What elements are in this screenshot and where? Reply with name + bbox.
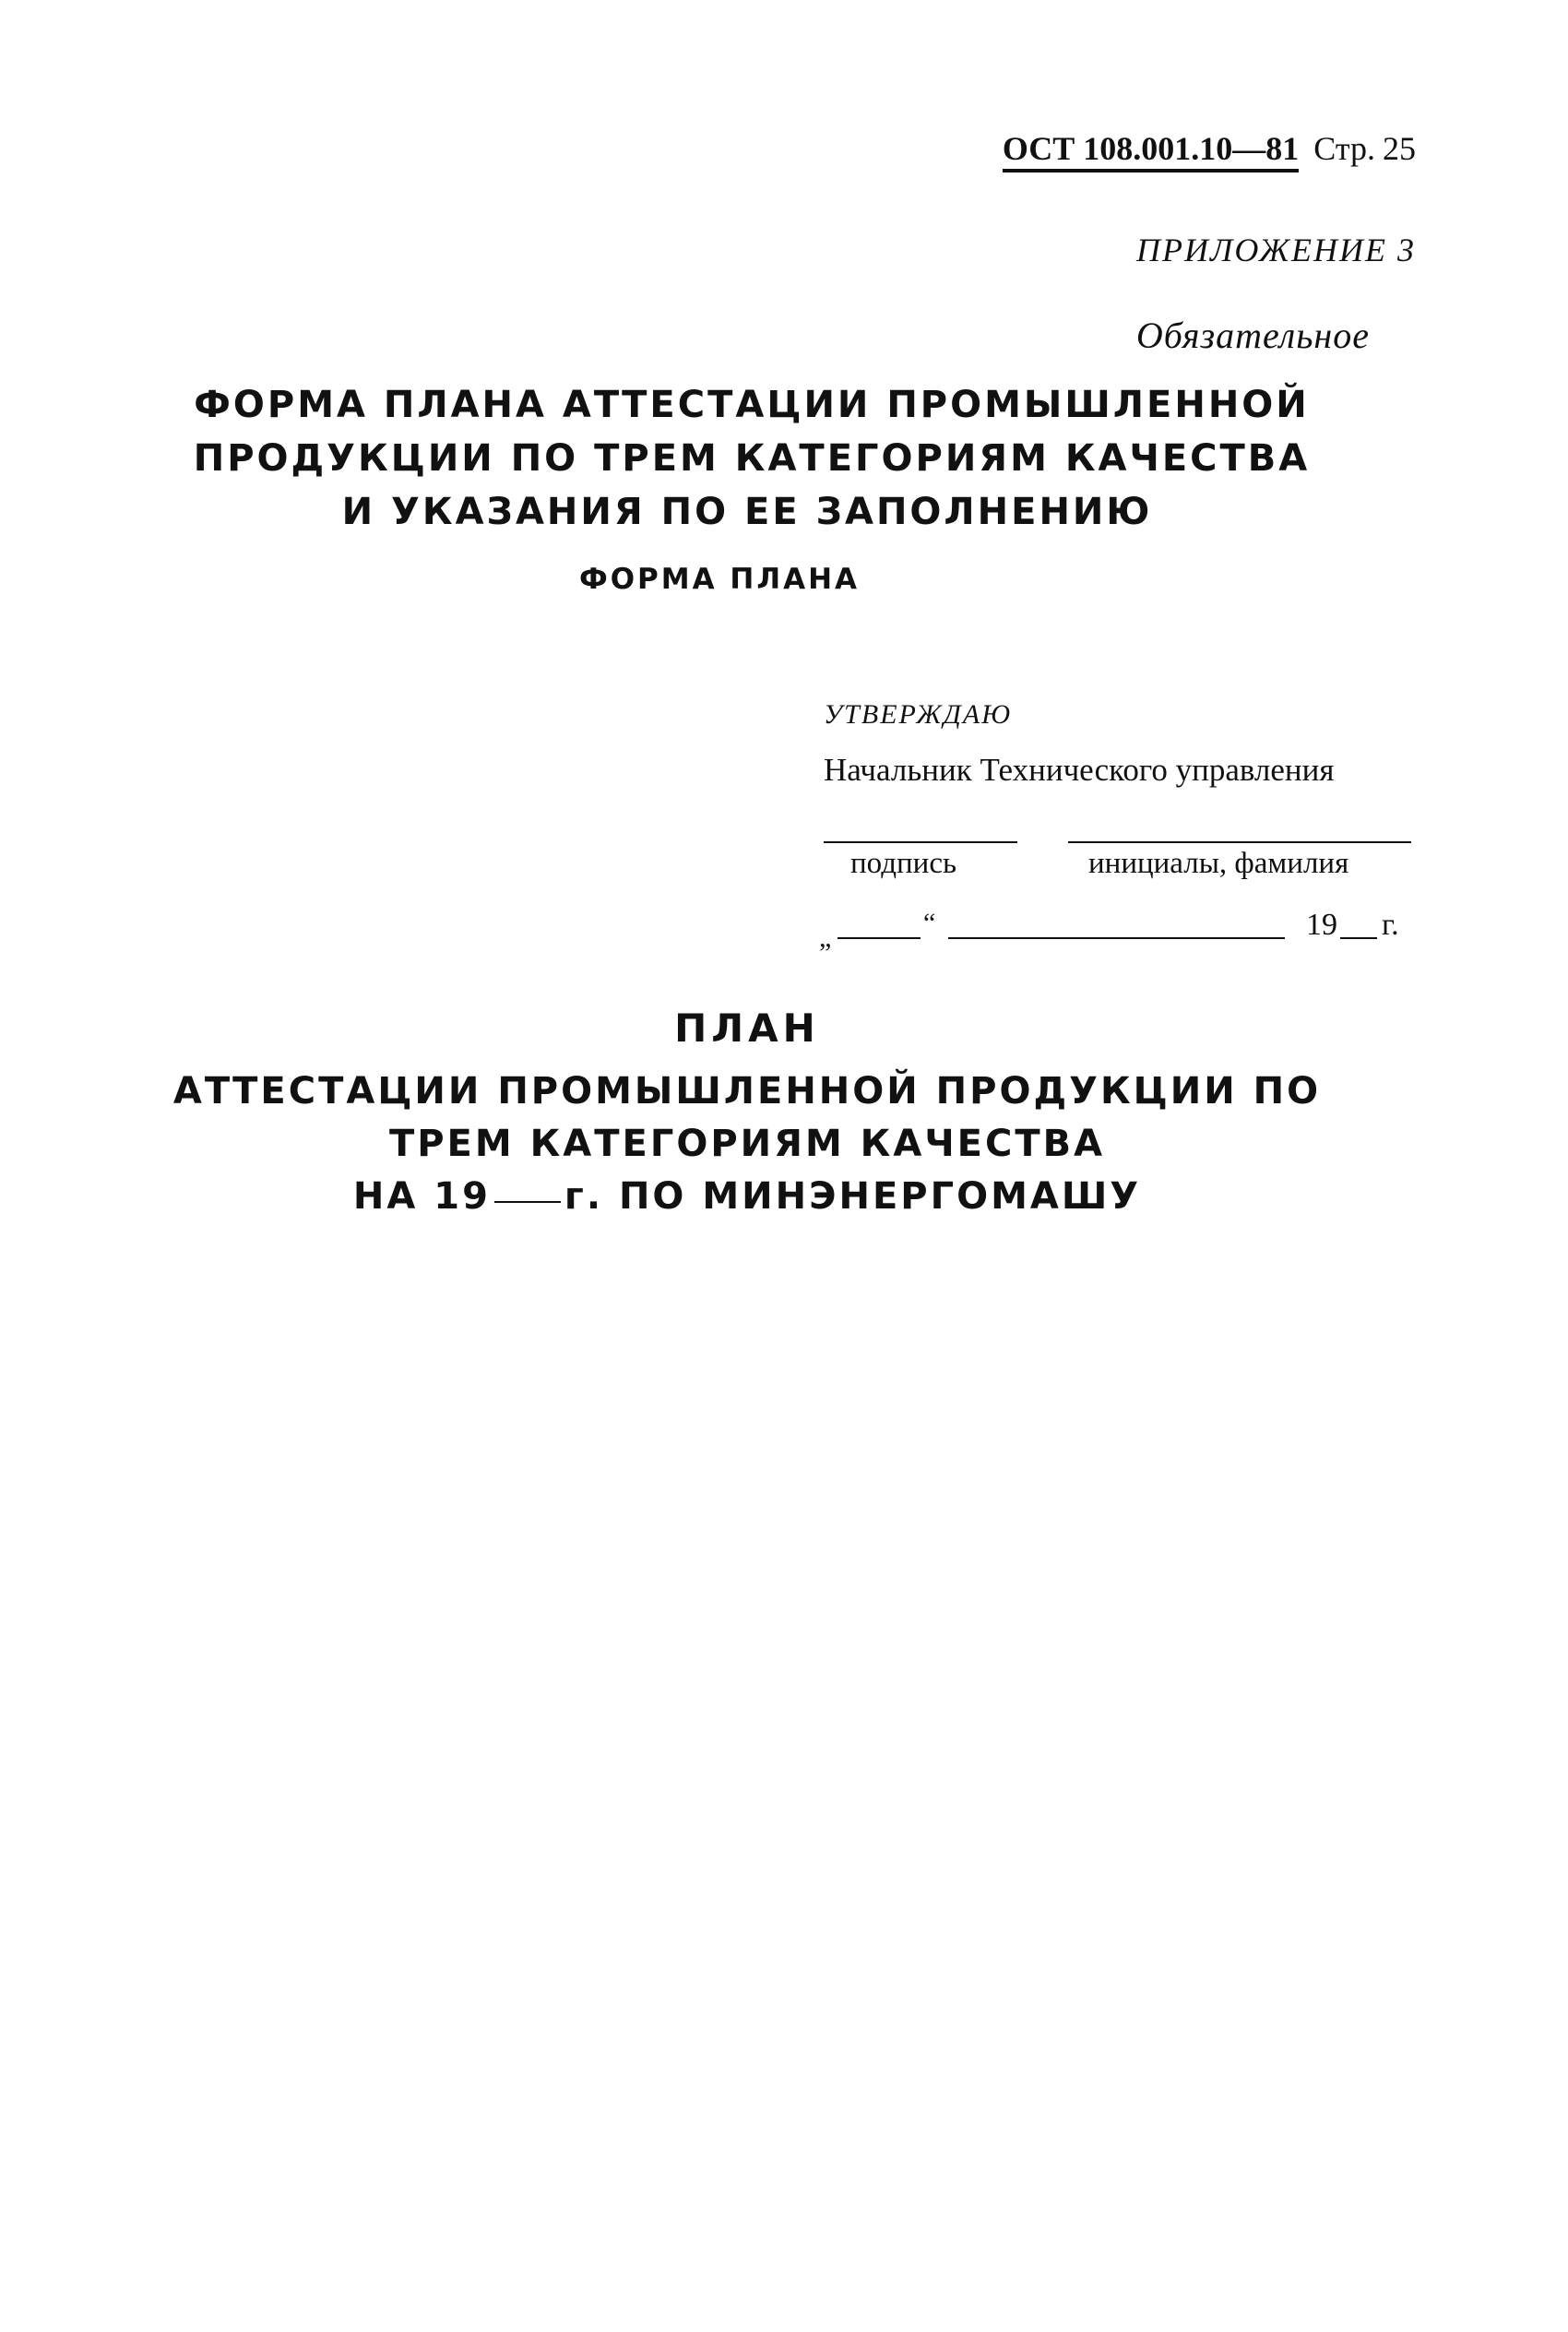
title-line: ПРОДУКЦИИ ПО ТРЕМ КАТЕГОРИЯМ КАЧЕСТВА (193, 437, 1311, 480)
signature-line (824, 841, 1017, 843)
plan-year-prefix: НА 19 (352, 1175, 491, 1218)
document-title (0, 378, 1568, 539)
page-label: Стр. (1313, 130, 1375, 167)
plan-subtitle-line: АТТЕСТАЦИИ ПРОМЫШЛЕННОЙ ПРОДУКЦИИ ПО (172, 1070, 1322, 1112)
plan-subtitle-line (0, 1171, 1568, 1223)
plan-year-suffix: г. ПО МИНЭНЕРГОМАШУ (564, 1175, 1142, 1218)
mandatory-label: Обязательное (1135, 315, 1370, 356)
plan-year-blank (494, 1201, 561, 1203)
page-header (1003, 129, 1416, 168)
plan-subtitle (0, 1065, 1568, 1223)
date-close-quote: “ (923, 908, 936, 938)
plan-title: ПЛАН (674, 1005, 820, 1051)
page-number: 25 (1383, 130, 1416, 167)
year-suffix: г. (1382, 908, 1399, 942)
standard-number: ОСТ 108.001.10—81 (1003, 130, 1299, 173)
date-open-quote: „ (819, 922, 832, 953)
year-prefix: 19 (1306, 908, 1337, 942)
title-line: ФОРМА ПЛАНА АТТЕСТАЦИИ ПРОМЫШЛЕННОЙ (194, 384, 1310, 426)
year-blank (1340, 937, 1377, 939)
name-caption: инициалы, фамилия (1088, 847, 1349, 880)
plan-subtitle-line: ТРЕМ КАТЕГОРИЯМ КАЧЕСТВА (388, 1123, 1106, 1165)
date-row (819, 908, 1409, 953)
approve-label: УТВЕРЖДАЮ (824, 699, 1013, 730)
form-plan-heading: ФОРМА ПЛАНА (578, 563, 861, 596)
name-line (1068, 841, 1411, 843)
day-blank (837, 937, 921, 939)
approver-position: Начальник Технического управления (824, 752, 1335, 788)
appendix-label: ПРИЛОЖЕНИЕ 3 (1136, 232, 1416, 268)
signature-caption: подпись (850, 847, 957, 880)
title-line: И УКАЗАНИЯ ПО ЕЕ ЗАПОЛНЕНИЮ (341, 491, 1153, 533)
month-blank (948, 937, 1285, 939)
